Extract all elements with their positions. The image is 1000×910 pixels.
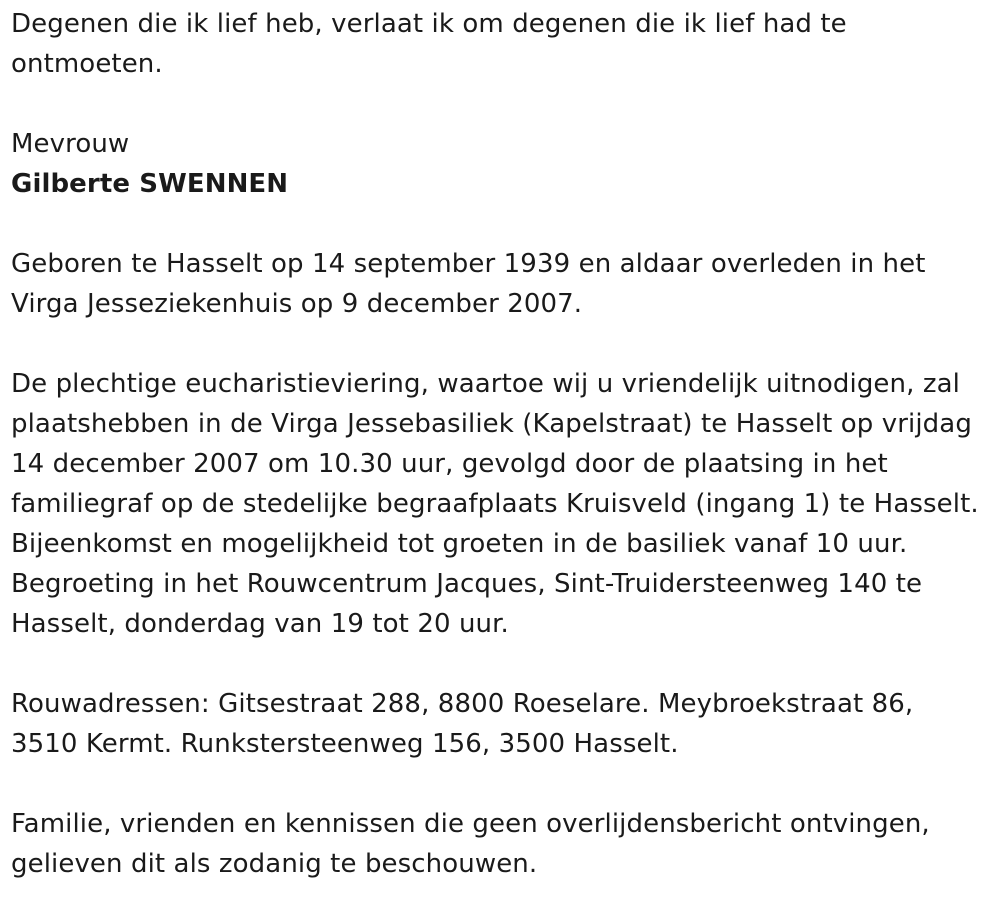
honorific: Mevrouw [11, 129, 130, 159]
paragraph-line: 3510 Kermt. Runkstersteenweg 156, 3500 Hasselt. [11, 729, 679, 759]
paragraph-line: Virga Jesseziekenhuis op 9 december 2007. [11, 289, 583, 319]
paragraph-line: De plechtige eucharistieviering, waartoe wij u vriendelijk uitnodigen, zal [11, 369, 960, 399]
paragraph-line: Geboren te Hasselt op 14 september 1939 en aldaar overleden in het [11, 249, 926, 279]
addresses-paragraph [11, 684, 996, 764]
quote-line: Degenen die ik lief heb, verlaat ik om degenen die ik lief had te [11, 9, 847, 39]
paragraph-line: plaatshebben in de Virga Jessebasiliek (Kapelstraat) te Hasselt op vrijdag [11, 409, 972, 439]
paragraph-line: familiegraf op de stedelijke begraafplaats Kruisveld (ingang 1) te Hasselt. [11, 489, 979, 519]
quote-line: ontmoeten. [11, 49, 163, 79]
death-notice [11, 4, 996, 884]
paragraph-line: Rouwadressen: Gitsestraat 288, 8800 Roeselare. Meybroekstraat 86, [11, 689, 914, 719]
ceremony-paragraph [11, 364, 996, 644]
paragraph-line: Hasselt, donderdag van 19 tot 20 uur. [11, 609, 509, 639]
paragraph-line: 14 december 2007 om 10.30 uur, gevolgd door de plaatsing in het [11, 449, 888, 479]
paragraph-line: Begroeting in het Rouwcentrum Jacques, Sint-Truidersteenweg 140 te [11, 569, 923, 599]
birth-death-paragraph [11, 244, 996, 324]
name-block [11, 124, 996, 204]
closing-paragraph [11, 804, 996, 884]
paragraph-line: gelieven dit als zodanig te beschouwen. [11, 849, 538, 879]
opening-quote [11, 4, 996, 84]
paragraph-line: Bijeenkomst en mogelijkheid tot groeten in de basiliek vanaf 10 uur. [11, 529, 908, 559]
deceased-name: Gilberte SWENNEN [11, 169, 289, 199]
paragraph-line: Familie, vrienden en kennissen die geen overlijdensbericht ontvingen, [11, 809, 930, 839]
